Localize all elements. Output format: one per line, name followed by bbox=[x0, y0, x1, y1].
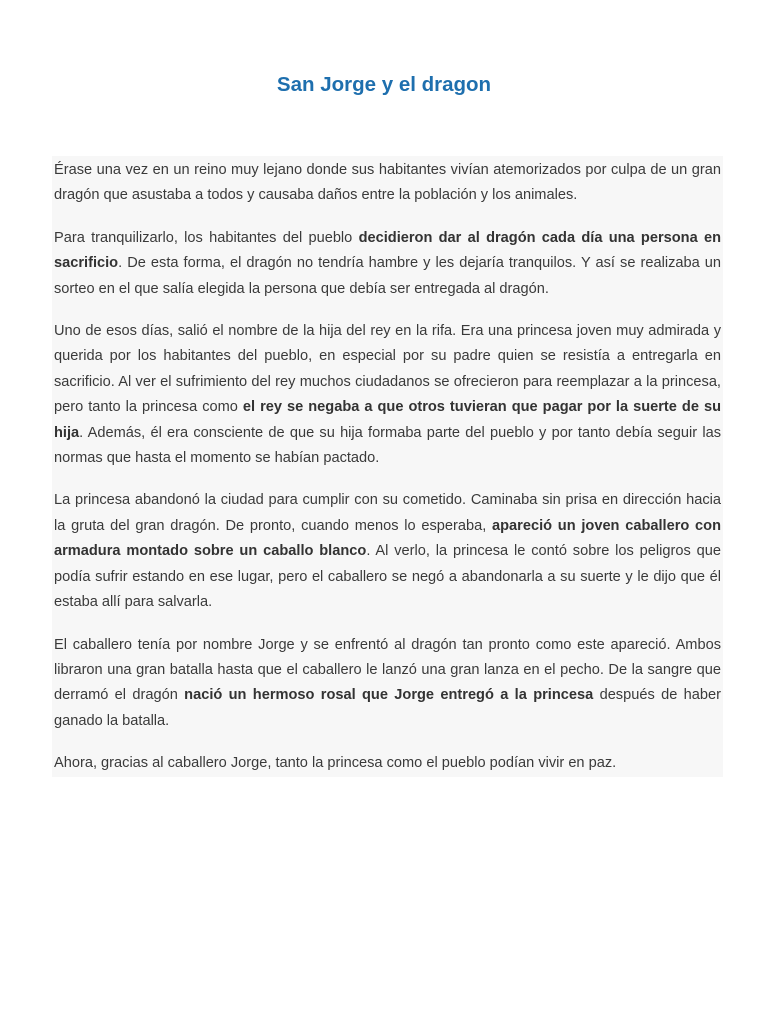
paragraph bbox=[54, 158, 721, 209]
paragraph bbox=[54, 319, 721, 471]
story-panel bbox=[52, 156, 723, 777]
bold-phrase: apareció un joven caballero con armadura montado sobre un caballo blanco bbox=[54, 517, 721, 560]
paragraph bbox=[54, 488, 721, 615]
paragraph-text: . De esta forma, el dragón no tendría hambre y les dejaría tranquilos. Y así se realizaba un sorteo en el que salía elegida la persona que debía ser entregada al dragón. bbox=[54, 255, 721, 297]
bold-phrase: nació un hermoso rosal que Jorge entregó a la princesa bbox=[184, 687, 594, 704]
page-title: San Jorge y el dragon bbox=[276, 73, 492, 96]
paragraph bbox=[54, 226, 721, 302]
paragraph-text: . Al verlo, la princesa le contó sobre los peligros que podía sufrir estando en ese lugar, pero el caballero se negó a abandonarla a su suerte y le dijo que él estaba allí para salvarla. bbox=[54, 543, 721, 611]
paragraph-text: El caballero tenía por nombre Jorge y se enfrentó al dragón tan pronto como este apareció. Ambos libraron una gran batalla hasta que el caballero le lanzó una gran lanza en el pecho. De la sangre que derramó el dragón bbox=[54, 636, 721, 704]
paragraph-text: . Además, él era consciente de que su hija formaba parte del pueblo y por tanto debía seguir las normas que hasta el momento se habían pactado. bbox=[54, 424, 721, 467]
paragraph bbox=[54, 633, 721, 735]
paragraph-text: Uno de esos días, salió el nombre de la hija del rey en la rifa. Era una princesa joven muy admirada y querida por los habitantes del pueblo, en especial por su padre quien se resistía a entregarla en sacrificio. Al ver el sufrimiento del rey muchos ciudadanos se ofrecieron para reemplazar a la princesa, pero tanto la princesa como bbox=[54, 323, 721, 416]
bold-phrase: el rey se negaba a que otros tuvieran que pagar por la suerte de su hija bbox=[54, 399, 721, 441]
bold-phrase: decidieron dar al dragón cada día una persona en sacrificio bbox=[54, 229, 722, 272]
paragraph-text: después de haber ganado la batalla. bbox=[54, 687, 721, 729]
paragraph-text: Érase una vez en un reino muy lejano donde sus habitantes vivían atemorizados por culpa de un gran dragón que asustaba a todos y causaba daños entre la población y los animales. bbox=[54, 162, 721, 204]
paragraph-text: Para tranquilizarlo, los habitantes del pueblo bbox=[54, 229, 359, 246]
paragraph-text: Ahora, gracias al caballero Jorge, tanto la princesa como el pueblo podían vivir en paz. bbox=[54, 755, 617, 772]
paragraph-text: La princesa abandonó la ciudad para cumplir con su cometido. Caminaba sin prisa en dirección hacia la gruta del gran dragón. De pronto, cuando menos lo esperaba, bbox=[54, 492, 721, 534]
paragraph bbox=[54, 751, 721, 776]
